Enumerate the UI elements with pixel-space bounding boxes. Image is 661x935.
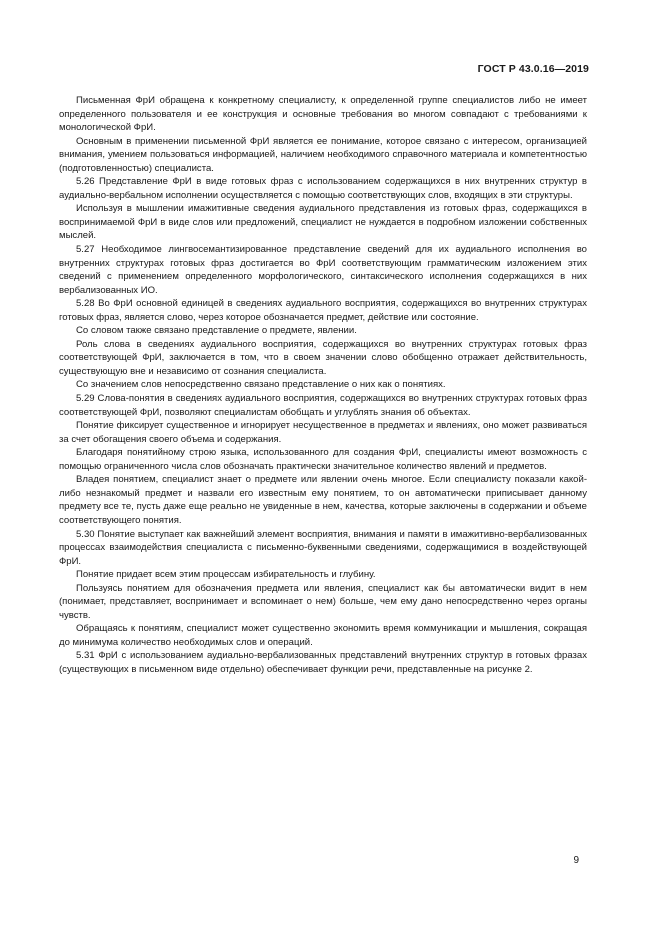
paragraph: 5.30 Понятие выступает как важнейший элемент восприятия, внимания и памяти в имажитивно-вербализованных процессах взаимодействия специалиста с письменно-буквенными сведениями, содержащимися в воздействующей ФрИ.: [59, 528, 587, 567]
paragraph: 5.29 Слова-понятия в сведениях аудиального восприятия, содержащихся во внутренних структурах готовых фраз соответствующей ФрИ, позволяют специалистам обобщать и углублять знания об объектах.: [59, 393, 587, 418]
paragraph: Владея понятием, специалист знает о предмете или явлении очень многое. Если специалисту показали какой-либо незнакомый предмет и назвали его известным ему понятием, то он автоматически приписывает данному предмету все те, пусть даже еще реально не увиденные в нем, качества, которые заключены в содержании и объеме соответствующего понятия.: [59, 474, 587, 526]
paragraph: Используя в мышлении имажитивные сведения аудиального представления из готовых фраз, содержащихся в воспринимаемой ФрИ в виде слов или предложений, специалист не нуждается в подробном изложении собственных мыслей.: [59, 203, 587, 242]
document-header: ГОСТ Р 43.0.16—2019: [477, 63, 589, 75]
paragraph: 5.27 Необходимое лингвосемантизированное представление сведений для их аудиального исполнения во внутренних структурах готовых фраз достигается во ФрИ соответствующим грамматическим изложением этих сведений с применением определенного морфологического, синтаксического исполнения содержащихся в них вербализованных ИО.: [59, 244, 587, 296]
paragraph: Роль слова в сведениях аудиального восприятия, содержащихся во внутренних структурах готовых фраз соответствующей ФрИ, заключается в том, что в своем значении слово обобщенно отражает действительность, существующую вне и независимо от сознания специалиста.: [59, 338, 587, 377]
paragraph: 5.31 ФрИ с использованием аудиально-вербализованных представлений внутренних структур в готовых фразах (существующих в письменном виде отдельно) обеспечивает функции речи, представленные на рисунке 2.: [59, 650, 587, 675]
paragraph: Со значением слов непосредственно связано представление о них как о понятиях.: [76, 379, 446, 391]
paragraph: Со словом также связано представление о предмете, явлении.: [76, 325, 357, 337]
paragraph: Письменная ФрИ обращена к конкретному специалисту, к определенной группе специалистов либо не имеет определенного пользователя и ее конструкция и основные требования во многом совпадают с требованиями к монологической ФрИ.: [59, 95, 587, 134]
page-number: 9: [573, 855, 579, 866]
paragraph: Понятие фиксирует существенное и игнорирует несущественное в предметах и явлениях, оно может развиваться за счет обогащения своего объема и содержания.: [59, 420, 587, 445]
paragraph: 5.28 Во ФрИ основной единицей в сведениях аудиального восприятия, содержащихся во внутренних структурах готовых фраз, является слово, через которое обозначается предмет, действие или состояние.: [59, 298, 587, 323]
document-body: [59, 94, 587, 677]
paragraph: Пользуясь понятием для обозначения предмета или явления, специалист как бы автоматически видит в нем (понимает, представляет, воспринимает и вспоминает о нем) больше, чем ему дано непосредственно через органы чувств.: [59, 582, 587, 621]
paragraph: 5.26 Представление ФрИ в виде готовых фраз с использованием содержащихся в них внутренних структур в аудиально-вербальном исполнении осуществляется с помощью соответствующих слов, входящих в эти структуры.: [59, 176, 587, 201]
paragraph: Понятие придает всем этим процессам избирательность и глубину.: [76, 569, 376, 581]
paragraph: Обращаясь к понятиям, специалист может существенно экономить время коммуникации и мышления, сокращая до минимума количество необходимых слов и операций.: [59, 623, 587, 648]
paragraph: Благодаря понятийному строю языка, использованного для создания ФрИ, специалисты имеют возможность с помощью ограниченного числа слов обозначать практически значительное количество явлений и предметов.: [59, 447, 587, 472]
paragraph: Основным в применении письменной ФрИ является ее понимание, которое связано с интересом, организацией внимания, умением пользоваться информацией, наличием необходимого справочного материала и компетентностью (подготовленностью) специалиста.: [59, 135, 587, 174]
